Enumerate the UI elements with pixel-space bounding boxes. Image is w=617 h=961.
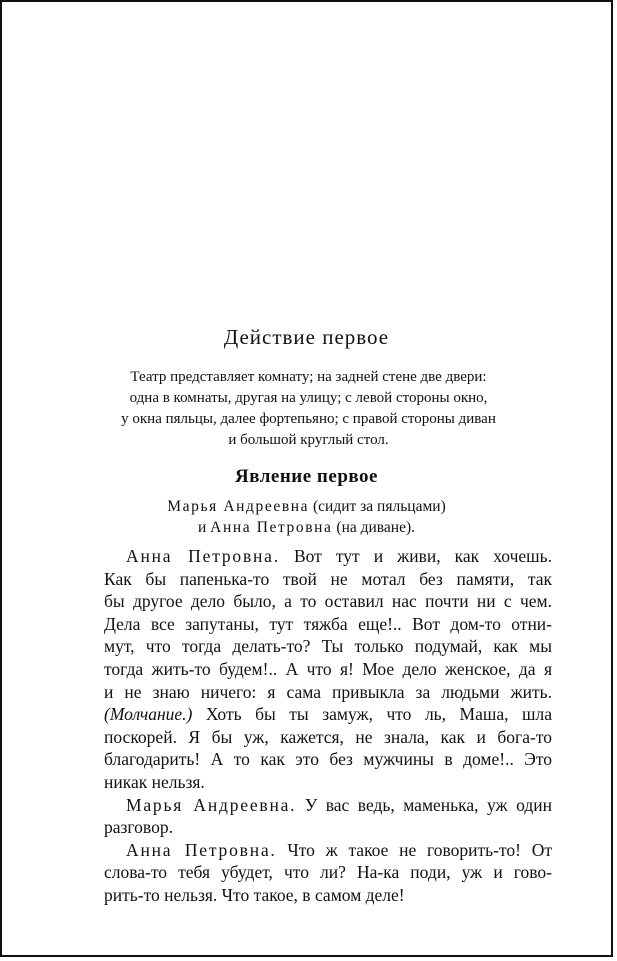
text-line: слова-то тебя убудет, что ли? На-ка поди, уж и гово- [104,862,552,883]
cast-list [2,496,611,538]
cast-note: (на диване). [332,519,416,536]
text-line [104,703,552,726]
text-line: никак нельзя. [104,771,205,792]
scene-title: Явление первое [235,466,378,487]
stage-direction [62,367,555,451]
speaker-name: Марья Андреевна. [126,794,297,815]
stage-direction-line: одна в комнаты, другая на улицу; с левой стороны окно, [129,390,488,406]
line-text: Хоть бы ты замуж, что ль, Маша, шла [192,704,552,725]
text-line: мут, что тогда делать-то? Ты только подумай, как мы [104,636,552,657]
line-text: Что ж такое не говорить-то! От [276,839,552,860]
text-line: Как бы папенька-то твой не мотал без памяти, так [104,568,552,589]
text-line: бы другое дело было, а то оставил нас почти ни с чем. [104,591,552,612]
text-line: поскорей. Я бы уж, кажется, не знала, как и бога-то [104,726,552,747]
speaker-name: Анна Петровна. [126,546,280,566]
text-line [104,545,552,568]
stage-direction-line: Театр представляет комнату; на задней стене две двери: [130,369,487,385]
cast-line [2,517,611,538]
text-line [104,794,552,817]
act-title: Действие первое [223,325,390,349]
text-line: разговор. [104,817,173,838]
line-text: У вас ведь, маменька, уж один [296,794,552,815]
cast-name: Марья Андреевна [167,498,310,515]
cast-name: Анна Петровна [210,519,333,536]
stage-direction-line: у окна пяльцы, далее фортепьяно; с правой стороны диван [121,411,496,427]
cast-note: (сидит за пяльцами) [309,498,446,515]
cast-prefix: и [197,519,211,536]
text-line: и не знаю ничего: я сама привыкла за людьми жить. [104,681,552,702]
cast-line [2,496,611,517]
text-line: тогда жить-то будем!.. А что я! Мое дело женское, да я [104,658,552,679]
speaker-name: Анна Петровна. [126,839,277,860]
text-line: благодарить! А то как это без мужчины в доме!.. Это [104,749,552,770]
stage-direction-line: и большой круглый стол. [228,432,389,448]
text-line [104,839,552,862]
line-text: Вот тут и живи, как хочешь. [279,546,552,566]
dialogue-text [104,545,552,907]
text-line: рить-то нельзя. Что такое, в самом деле! [104,884,405,905]
text-line: Дела все запутаны, тут тяжба еще!.. Вот дом-то отни- [104,613,552,634]
stage-remark: (Молчание.) [104,704,193,725]
